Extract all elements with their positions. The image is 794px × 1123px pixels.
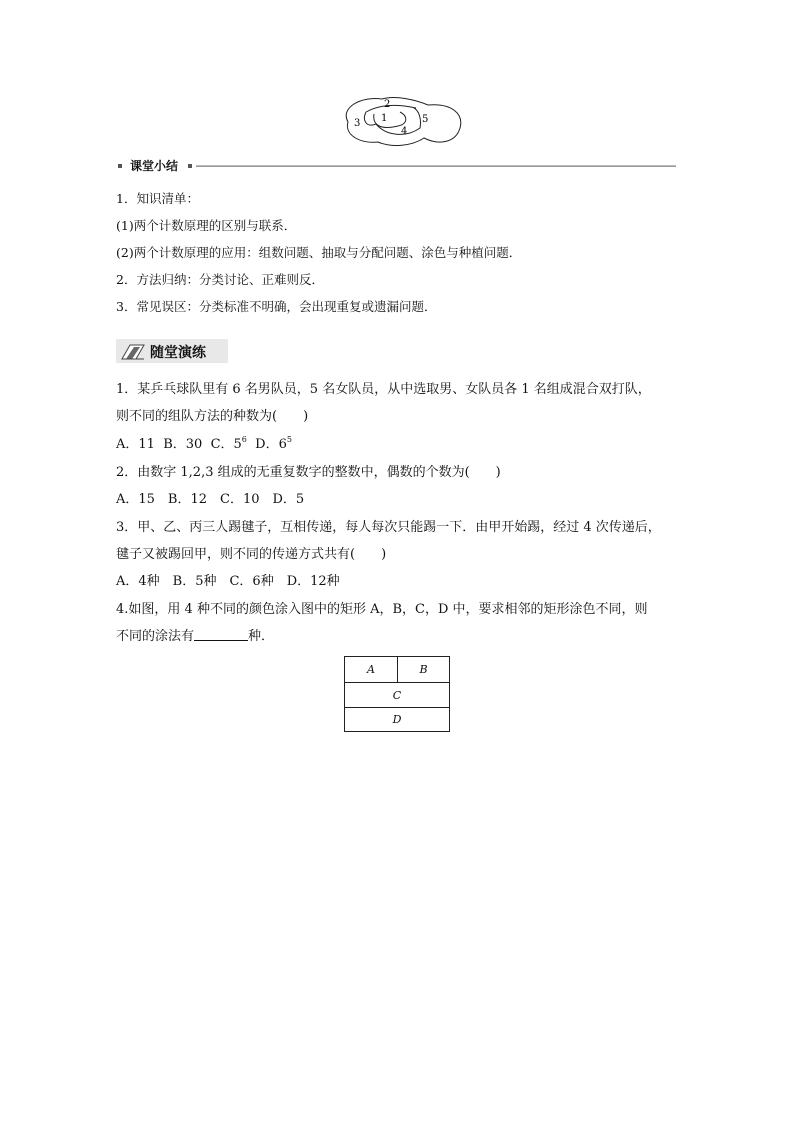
rectangle-grid-figure (344, 656, 450, 732)
question-4-text-end: 种． (248, 629, 275, 644)
grid-cell-d: D (392, 713, 402, 726)
map-label-4: 4 (401, 126, 408, 137)
option-b: B．30 (163, 437, 203, 452)
pencil-paper-icon (120, 341, 146, 361)
question-3-options: A．4种 B．5种 C．6种 D．12种 (116, 574, 340, 589)
summary-item: 1．知识清单： (116, 191, 199, 206)
map-label-3: 3 (354, 118, 361, 129)
region-map-figure (336, 94, 466, 150)
summary-title: 课堂小结 (130, 159, 179, 173)
summary-item: 2．方法归纳：分类讨论、正难则反． (116, 272, 324, 287)
grid-cell-a: A (345, 657, 398, 683)
option-d: D．$6^5$ (255, 435, 292, 452)
map-border-2 (366, 105, 416, 112)
question-1-line-2: 则不同的组队方法的种数为( ) (116, 409, 309, 424)
question-1-options (116, 436, 292, 454)
option-a: A．11 (116, 437, 155, 452)
summary-item: 3．常见误区：分类标准不明确，会出现重复或遗漏问题． (116, 299, 437, 314)
question-4-line-2 (116, 628, 274, 646)
question-2-options: A．15 B．12 C．10 D．5 (116, 492, 305, 507)
question-4-text: 不同的涂法有 (116, 629, 195, 644)
square-bullet-icon (188, 164, 192, 168)
question-4-line-1: 4.如图，用 4 种不同的颜色涂入图中的矩形 A，B，C，D 中，要求相邻的矩形涂色不同，则 (116, 602, 648, 617)
question-3-line-1: 3．甲、乙、丙三人踢毽子，互相传递，每人每次只能踢一下．由甲开始踢，经过 4 次传递后， (116, 520, 661, 535)
summary-rule (196, 165, 676, 167)
grid-cell-c: C (345, 683, 449, 708)
summary-header (116, 158, 676, 174)
question-2-line-1: 2．由数字 1,2,3 组成的无重复数字的整数中，偶数的个数为( ) (116, 465, 501, 480)
answer-blank[interactable] (194, 628, 248, 641)
practice-section-header (116, 339, 228, 363)
map-label-1: 1 (381, 113, 388, 124)
practice-title: 随堂演练 (150, 345, 206, 361)
summary-item: (1)两个计数原理的区别与联系． (116, 218, 297, 233)
grid-cell-b: B (398, 657, 449, 683)
square-bullet-icon (118, 164, 122, 168)
question-3-line-2: 毽子又被踢回甲，则不同的传递方式共有( ) (116, 547, 387, 562)
map-outline (346, 98, 461, 146)
summary-item: (2)两个计数原理的应用：组数问题、抽取与分配问题、涂色与种植问题． (116, 245, 522, 260)
map-label-2: 2 (384, 99, 391, 110)
question-1-line-1: 1．某乒乓球队里有 6 名男队员，5 名女队员，从中选取男、女队员各 1 名组成混合双打队， (116, 382, 651, 397)
map-label-5: 5 (422, 114, 429, 125)
option-c: C．$5^6$ (210, 435, 247, 452)
